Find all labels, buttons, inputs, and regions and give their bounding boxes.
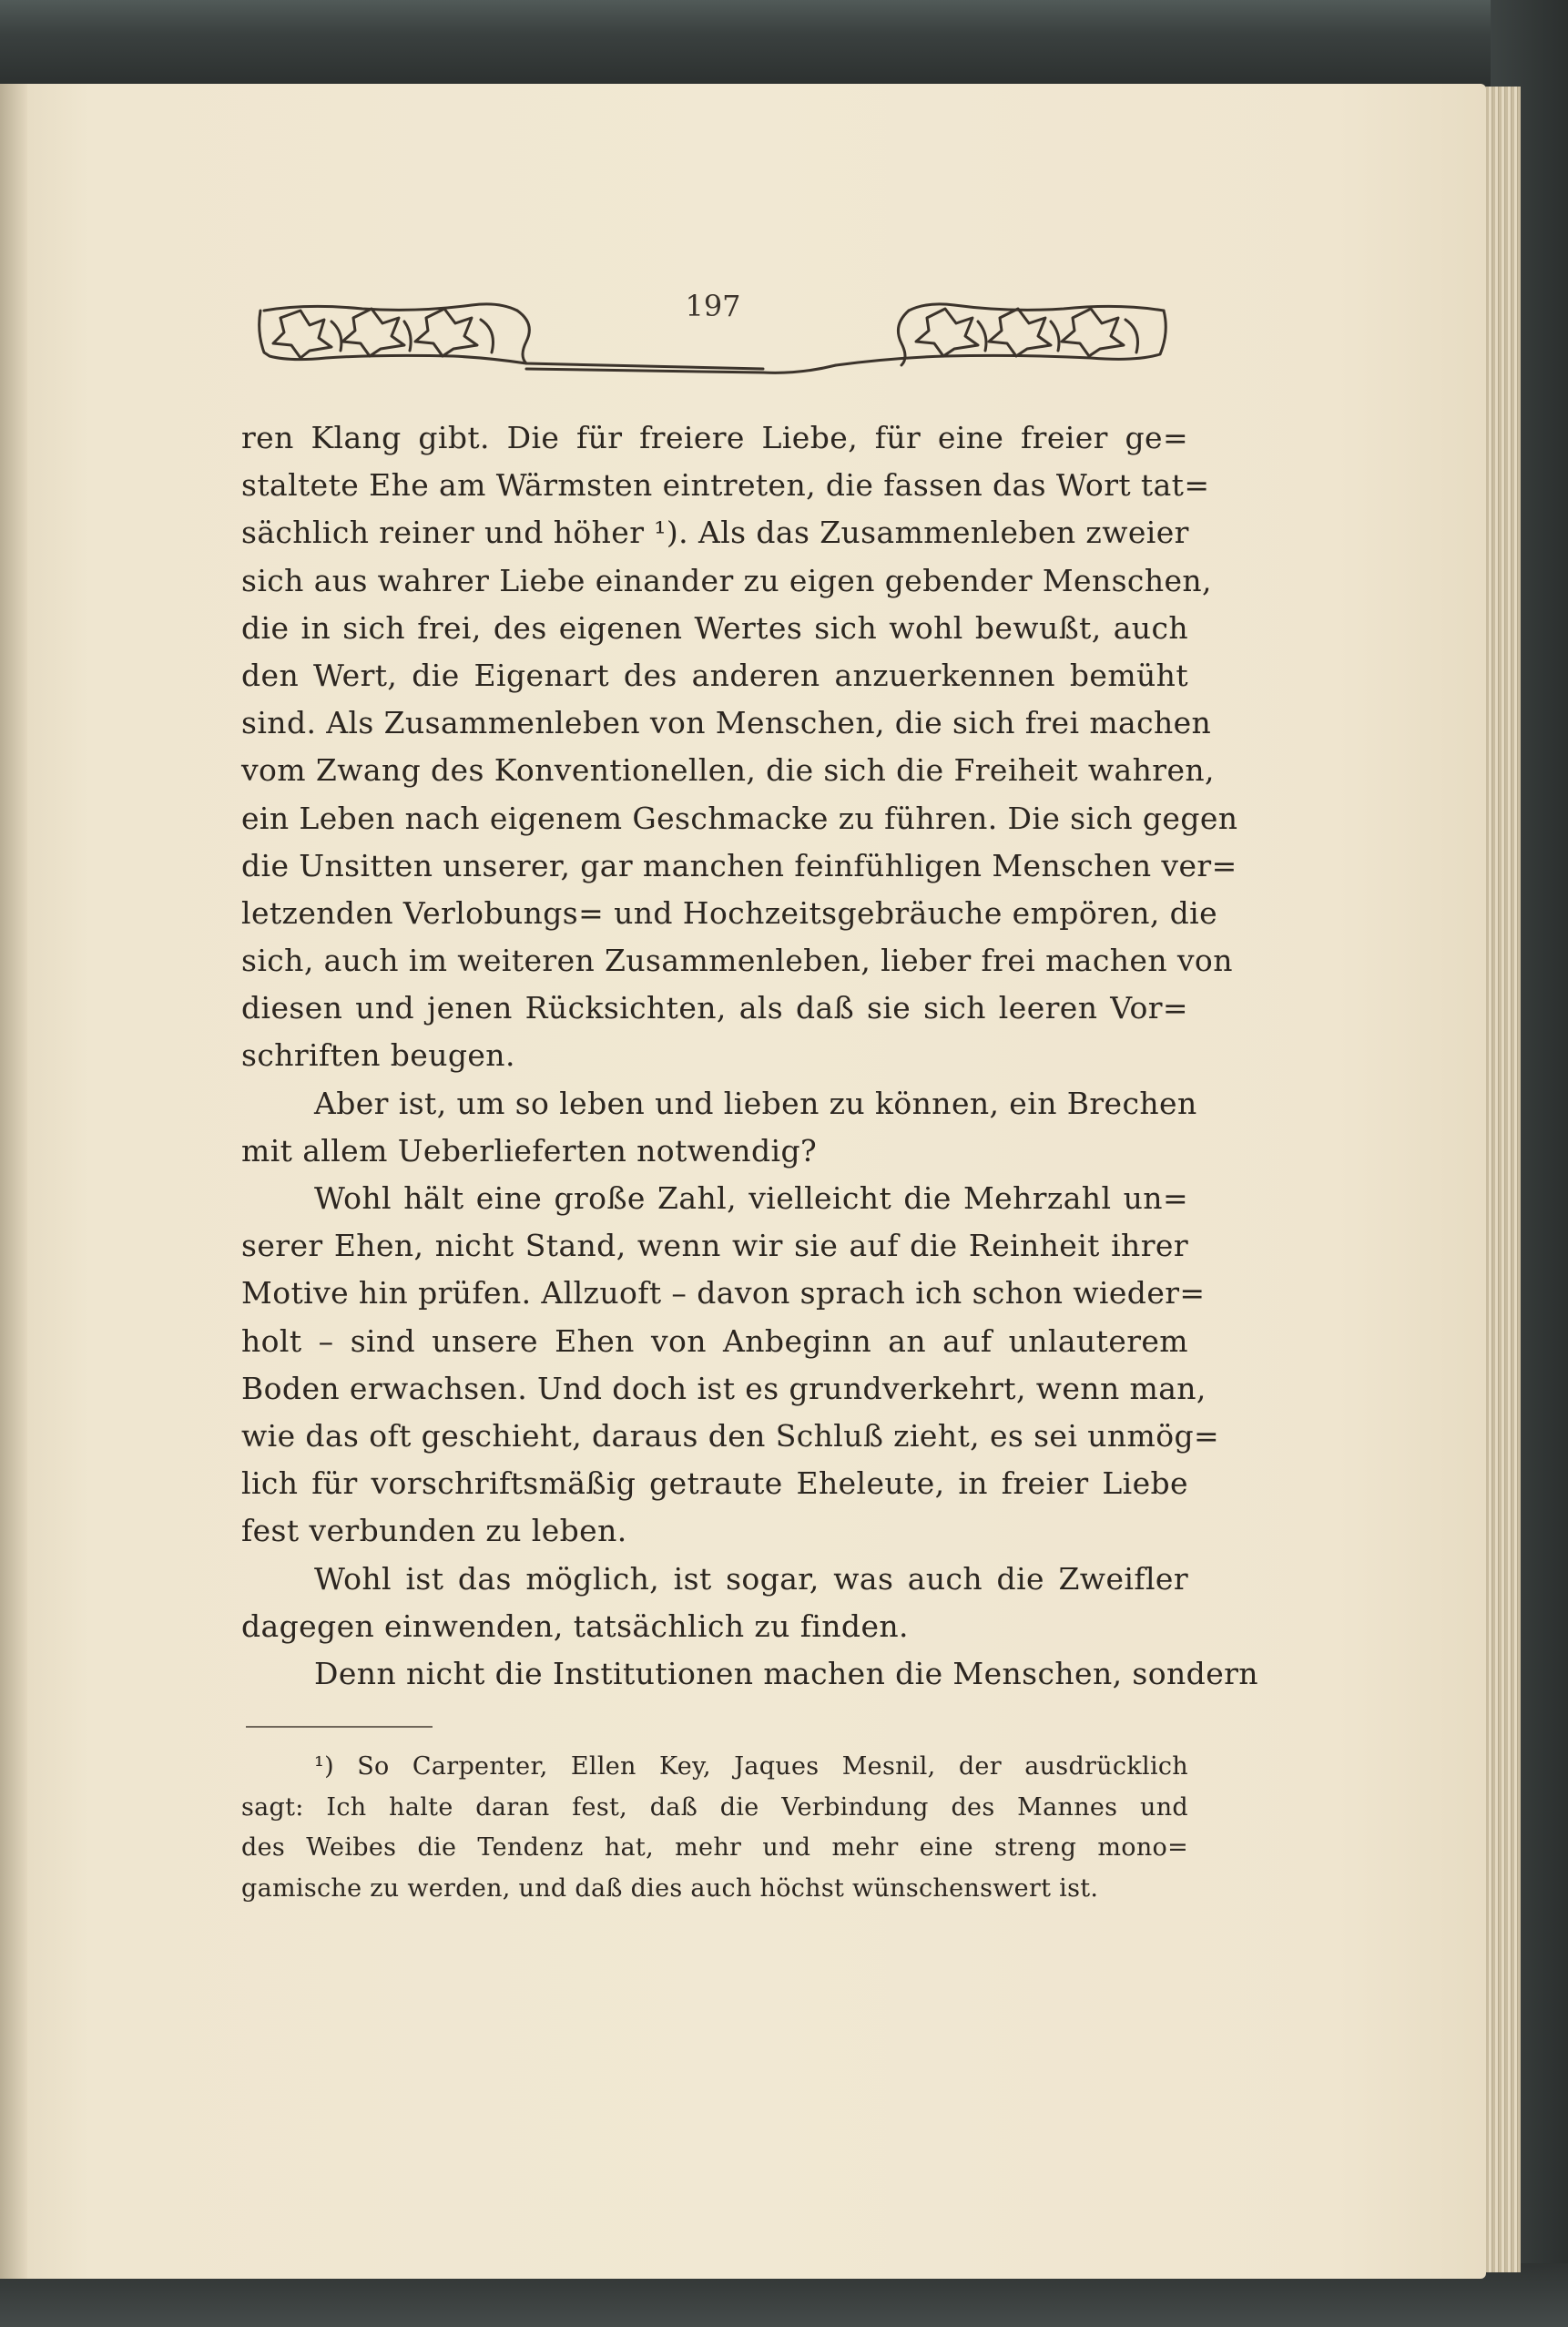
text-line: Denn nicht die Institutionen machen die Menschen, sondern xyxy=(314,1655,1258,1691)
footnote xyxy=(241,1747,1188,1909)
text-line: schriften beugen. xyxy=(241,1037,515,1074)
text-line: holt – sind unsere Ehen von Anbeginn an auf unlauterem xyxy=(241,1322,1188,1359)
text-line: die Unsitten unserer, gar manchen feinfühligen Menschen ver= xyxy=(241,847,1237,883)
text-line: letzenden Verlobungs= und Hochzeitsgebräuche empören, die xyxy=(241,894,1218,931)
book-cover-top xyxy=(0,0,1568,87)
text-line: die in sich frei, des eigenen Wertes sich wohl bewußt, auch xyxy=(241,609,1188,646)
text-line: diesen und jenen Rücksichten, als daß sie sich leeren Vor= xyxy=(241,990,1188,1026)
footnote-line: des Weibes die Tendenz hat, mehr und mehr eine streng mono= xyxy=(241,1833,1188,1862)
page-gutter xyxy=(0,84,27,2279)
text-line: sächlich reiner und höher ¹). Als das Zusammenleben zweier xyxy=(241,515,1189,551)
text-line: den Wert, die Eigenart des anderen anzuerkennen bemüht xyxy=(241,657,1188,693)
text-line: wie das oft geschieht, daraus den Schluß zieht, es sei unmög= xyxy=(241,1417,1220,1454)
page-header xyxy=(253,278,1173,387)
text-line: Wohl hält eine große Zahl, vielleicht die Mehrzahl un= xyxy=(314,1180,1188,1216)
footnote-rule xyxy=(246,1726,433,1728)
text-line: ein Leben nach eigenem Geschmacke zu führen. Die sich gegen xyxy=(241,800,1238,836)
text-line: sind. Als Zusammenleben von Menschen, die sich frei machen xyxy=(241,705,1212,741)
text-line: serer Ehen, nicht Stand, wenn wir sie auf die Reinheit ihrer xyxy=(241,1228,1188,1264)
text-line: Boden erwachsen. Und doch ist es grundverkehrt, wenn man, xyxy=(241,1370,1207,1406)
text-line: staltete Ehe am Wärmsten eintreten, die fassen das Wort tat= xyxy=(241,467,1210,504)
text-line: mit allem Ueberlieferten notwendig? xyxy=(241,1132,818,1169)
text-line: ren Klang gibt. Die für freiere Liebe, für eine freier ge= xyxy=(241,420,1188,455)
footnote-line: ¹) So Carpenter, Ellen Key, Jaques Mesnil, der ausdrücklich xyxy=(314,1752,1188,1781)
page-number: 197 xyxy=(685,289,741,323)
text-line: Aber ist, um so leben und lieben zu können, ein Brechen xyxy=(314,1085,1197,1121)
footnote-line: sagt: Ich halte daran fest, daß die Verbindung des Mannes und xyxy=(241,1792,1188,1822)
text-line: sich aus wahrer Liebe einander zu eigen gebender Menschen, xyxy=(241,562,1212,598)
text-line: Motive hin prüfen. Allzuoft – davon sprach ich schon wieder= xyxy=(241,1275,1206,1311)
text-line: fest verbunden zu leben. xyxy=(241,1513,627,1549)
text-line: lich für vorschriftsmäßig getraute Eheleute, in freier Liebe xyxy=(241,1465,1188,1502)
text-line: Wohl ist das möglich, ist sogar, was auch die Zweifler xyxy=(314,1560,1188,1597)
text-line: vom Zwang des Konventionellen, die sich die Freiheit wahren, xyxy=(241,752,1215,789)
text-line: dagegen einwenden, tatsächlich zu finden. xyxy=(241,1607,909,1644)
body-text xyxy=(241,414,1258,1698)
footnote-line: gamische zu werden, und daß dies auch höchst wünschenswert ist. xyxy=(241,1873,1099,1903)
text-line: sich, auch im weiteren Zusammenleben, lieber frei machen von xyxy=(241,943,1233,979)
